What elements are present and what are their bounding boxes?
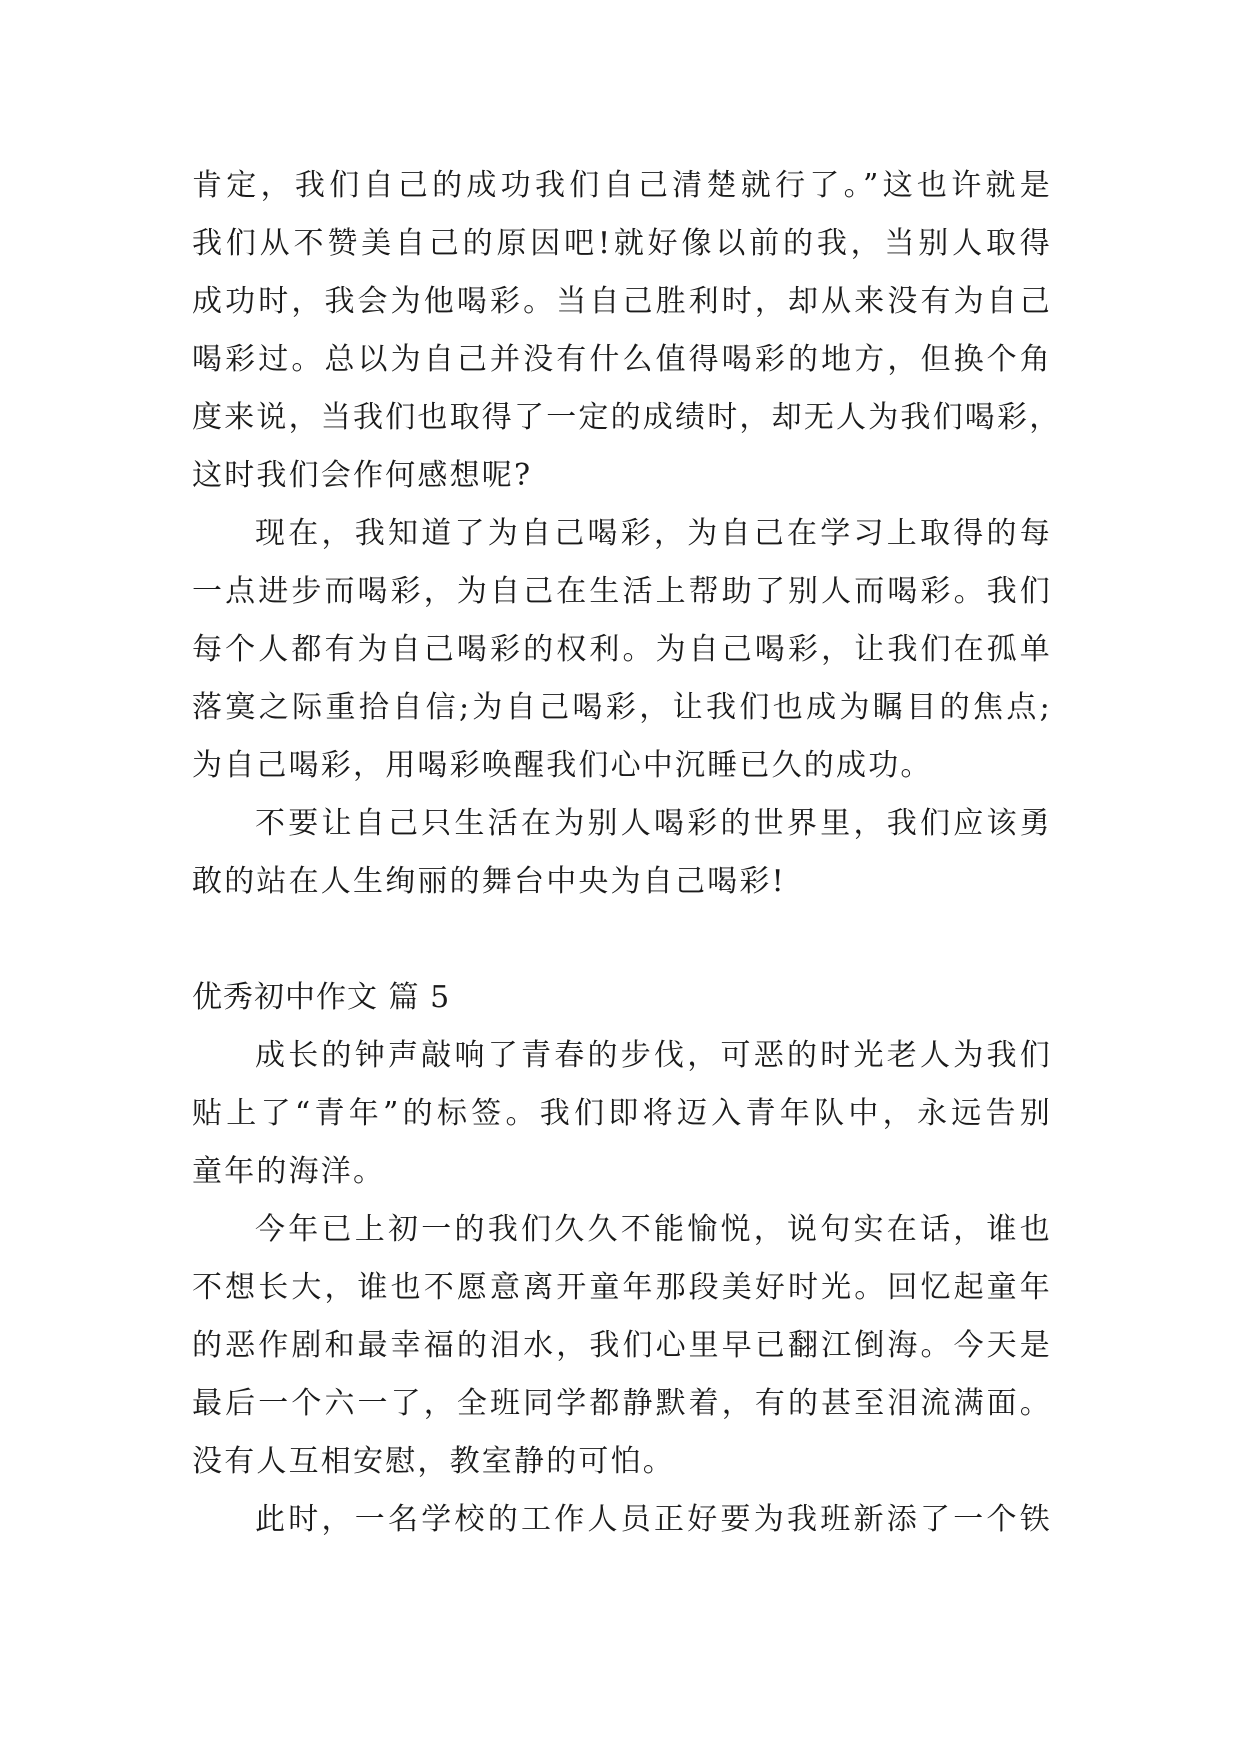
section-heading: 优秀初中作文 篇 5 [192,980,451,1015]
paragraph-line: 敢的站在人生绚丽的舞台中央为自己喝彩! [192,864,786,899]
paragraph-line: 的恶作剧和最幸福的泪水，我们心里早已翻江倒海。今天是 [192,1328,1052,1363]
paragraph-line: 成长的钟声敲响了青春的步伐，可恶的时光老人为我们 [255,1038,1052,1073]
paragraph-line: 落寞之际重拾自信;为自己喝彩，让我们也成为瞩目的焦点; [192,690,1052,725]
paragraph-line: 最后一个六一了，全班同学都静默着，有的甚至泪流满面。 [192,1386,1052,1421]
paragraph-line: 成功时，我会为他喝彩。当自己胜利时，却从来没有为自己 [192,284,1052,319]
paragraph-line: 肯定，我们自己的成功我们自己清楚就行了。”这也许就是 [192,168,1052,203]
paragraph-line: 这时我们会作何感想呢? [192,458,533,493]
paragraph-line: 不要让自己只生活在为别人喝彩的世界里，我们应该勇 [255,806,1052,841]
paragraph-line: 现在，我知道了为自己喝彩，为自己在学习上取得的每 [255,516,1052,551]
paragraph-line: 童年的海洋。 [192,1154,386,1189]
paragraph-line: 喝彩过。总以为自己并没有什么值得喝彩的地方，但换个角 [192,342,1052,377]
paragraph-line: 此时，一名学校的工作人员正好要为我班新添了一个铁 [255,1502,1052,1537]
paragraph-line: 今年已上初一的我们久久不能愉悦，说句实在话，谁也 [255,1212,1052,1247]
paragraph-line: 我们从不赞美自己的原因吧!就好像以前的我，当别人取得 [192,226,1052,261]
paragraph-line: 不想长大，谁也不愿意离开童年那段美好时光。回忆起童年 [192,1270,1052,1305]
paragraph-line: 没有人互相安慰，教室静的可怕。 [192,1444,675,1479]
paragraph-line: 一点进步而喝彩，为自己在生活上帮助了别人而喝彩。我们 [192,574,1052,609]
paragraph-line: 为自己喝彩，用喝彩唤醒我们心中沉睡已久的成功。 [192,748,933,783]
paragraph-line: 贴上了“青年”的标签。我们即将迈入青年队中，永远告别 [192,1096,1052,1131]
paragraph-line: 每个人都有为自己喝彩的权利。为自己喝彩，让我们在孤单 [192,632,1052,667]
paragraph-line: 度来说，当我们也取得了一定的成绩时，却无人为我们喝彩， [192,400,1062,435]
